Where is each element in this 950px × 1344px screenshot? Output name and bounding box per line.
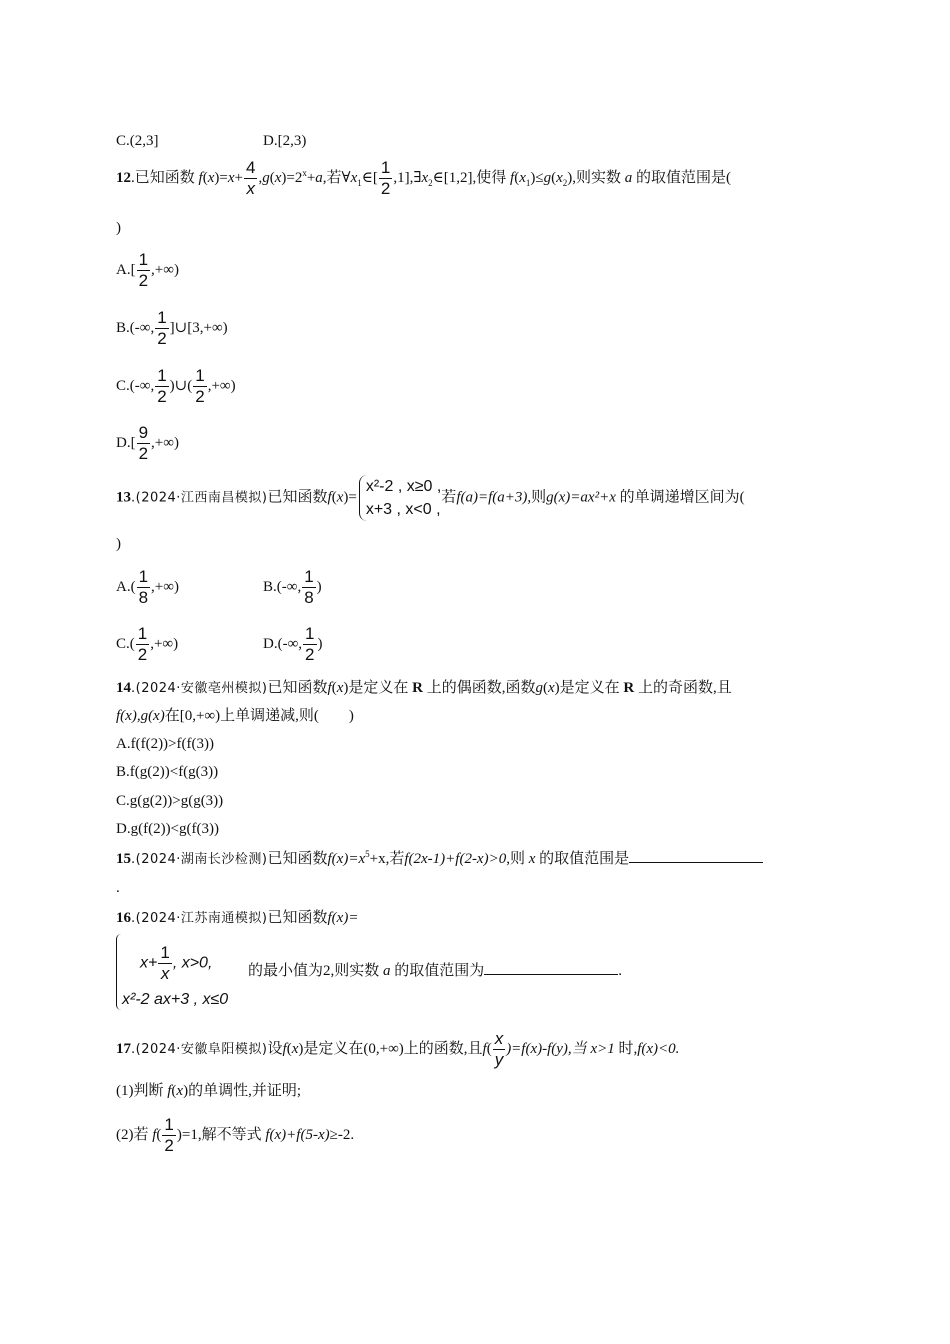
source-tag: .(2024·江西南昌模拟) (131, 490, 268, 506)
q14-stem-line2: f(x),g(x)在[0,+∞)上单调递减,则( ) (116, 708, 354, 724)
question-number: 13 (116, 489, 131, 506)
q15-period: . (116, 880, 120, 896)
q12-option-c[interactable]: C.(-∞, $\frac{1}{2}$ )∪( $\frac{1}{2}$ ,+∞) (116, 366, 236, 406)
answer-blank[interactable] (629, 848, 763, 863)
source-tag: .(2024·安徽阜阳模拟) (131, 1041, 268, 1057)
q13-option-d[interactable]: D.(-∞, $\frac{1}{2}$ ) (263, 624, 323, 664)
q17-part2: (2)若 f( $\frac{1}{2}$ )=1,解不等式 f(x)+f(5-x)≥-2. (116, 1115, 355, 1155)
q14-option-b[interactable]: B.f(g(2))<f(g(3)) (116, 764, 219, 780)
q13-option-b[interactable]: B.(-∞, $\frac{1}{8}$ ) (263, 567, 322, 607)
source-tag: .(2024·安徽亳州模拟) (131, 681, 268, 696)
source-tag: .(2024·湖南长沙检测) (131, 852, 268, 867)
q16-case1: x+ $\frac{1}{x}$ , x>0, (140, 943, 213, 983)
source-tag: .(2024·江苏南通模拟) (131, 911, 268, 926)
q14-option-d[interactable]: D.g(f(2))<g(f(3)) (116, 821, 219, 837)
q14-option-c[interactable]: C.g(g(2))>g(g(3)) (116, 793, 224, 809)
piecewise-brace (116, 934, 121, 1010)
question-number: 16 (116, 910, 131, 926)
question-number: 12 (116, 169, 131, 186)
q15-stem: 15.(2024·湖南长沙检测)已知函数$f(x)=x^5+x$,若f(2x-1)+f(2-x)>0,则 x 的取值范围是 (116, 848, 763, 870)
q16-case2: x²-2 ax+3 , x≤0 (122, 991, 229, 1008)
answer-blank[interactable] (484, 960, 618, 975)
q12-option-a[interactable]: A.[ $\frac{1}{2}$ ,+∞) (116, 250, 179, 290)
q17-part1: (1)判断 f(x)的单调性,并证明; (116, 1083, 302, 1099)
question-number: 17 (116, 1040, 131, 1057)
q12-option-b[interactable]: B.(-∞, $\frac{1}{2}$ ]∪[3,+∞) (116, 308, 228, 348)
q17-stem: 17.(2024·安徽阜阳模拟)设f(x)是定义在(0,+∞)上的函数,且f( $\frac{x}{y}$ )=f(x)-f(y),当 x>1 时,f(x)<0. (116, 1029, 680, 1069)
q14-stem: 14.(2024·安徽亳州模拟)已知函数f(x)是定义在 R 上的偶函数,函数g(x)是定义在 R 上的奇函数,且 (116, 680, 732, 696)
question-number: 15 (116, 851, 131, 867)
q13-close-paren: ) (116, 536, 121, 552)
q12-option-d[interactable]: D.[ $\frac{9}{2}$ ,+∞) (116, 423, 179, 463)
q13-stem: 13.(2024·江西南昌模拟)已知函数f(x)= x²-2 , x≥0 , x+3 , x<0 , 若f(a)=f(a+3),则g(x)=ax²+x 的单调递增区间为( (116, 475, 745, 521)
q11-option-d[interactable]: D.[2,3) (263, 133, 307, 149)
fraction-one-half: $\frac{1}{2}$ (380, 158, 391, 198)
q16-stem: 16.(2024·江苏南通模拟)已知函数f(x)= (116, 910, 359, 926)
q14-option-a[interactable]: A.f(f(2))>f(f(3)) (116, 736, 214, 752)
q11-option-c[interactable]: C.(2,3] (116, 133, 159, 149)
fraction-4-over-x: $\frac{4}{x}$ (245, 158, 256, 198)
piecewise-brace: x²-2 , x≥0 , x+3 , x<0 , (359, 475, 441, 521)
q13-option-a[interactable]: A.( $\frac{1}{8}$ ,+∞) (116, 567, 179, 607)
q16-stem-tail: 的最小值为2,则实数 a 的取值范围为 . (248, 960, 622, 981)
question-number: 14 (116, 680, 131, 696)
q12-close-paren: ) (116, 220, 121, 236)
q12-stem: 12.已知函数 f(x)=x+ $\frac{4}{x}$ $,g(x)=2^x+a$,若$\forall x_1\in$[ $\frac{1}{2}$ $,1],\exists x_2\in[1,2]$,使得 $f(x_1)\le g(x_2)$,则实数 a 的取值范围是( (116, 158, 732, 198)
q13-option-c[interactable]: C.( $\frac{1}{2}$ ,+∞) (116, 624, 179, 664)
